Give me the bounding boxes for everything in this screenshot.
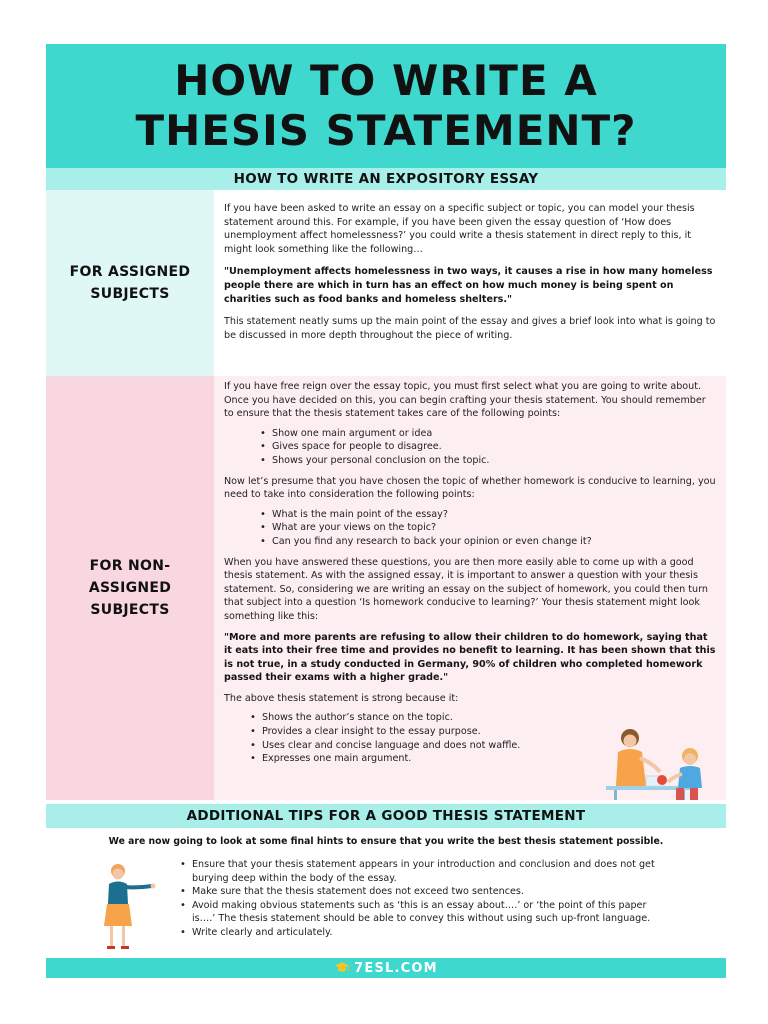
non-assigned-subjects-section	[46, 376, 726, 800]
infographic-poster	[46, 44, 726, 978]
assigned-intro: If you have been asked to write an essay on a specific subject or topic, you can model your thesis statement around this. For example, if you have been given the essay question of ‘How does unemployment affect homelessness?’ you could write a thesis statement in direct reply to this, it might look something like the following…	[224, 203, 695, 255]
non-assigned-intro: If you have free reign over the essay topic, you must first select what you are going to write about. Once you have decided on this, you can begin crafting your thesis statement. You should remember to ensure that the thesis statement takes care of the following points:	[224, 381, 706, 420]
teacher-head	[113, 869, 124, 880]
graduation-cap-icon	[334, 961, 350, 975]
tips-banner	[46, 804, 726, 828]
footer-banner	[46, 958, 726, 978]
points-list-1	[260, 427, 716, 468]
teacher-top	[108, 882, 128, 905]
non-assigned-label-column	[46, 376, 214, 800]
child-head	[684, 753, 696, 765]
list-item: • Shows your personal conclusion on the topic.	[260, 454, 716, 468]
child-body	[678, 766, 702, 788]
list-item: • What are your views on the topic?	[260, 521, 716, 535]
list-item: • What is the main point of the essay?	[260, 508, 716, 522]
mother-head	[624, 735, 637, 748]
tips-list	[180, 858, 660, 940]
list-item: • Shows the author’s stance on the topic.	[250, 711, 570, 725]
subtitle-banner	[46, 168, 726, 190]
brand-logo	[334, 961, 438, 976]
assigned-quote: "Unemployment affects homelessness in two ways, it causes a rise in how many homeless people there are which in turn has an effect on how much money is being spent on charities such as food banks and homeless shelters."	[224, 266, 713, 305]
tips-heading: ADDITIONAL TIPS FOR A GOOD THESIS STATEMENT	[186, 808, 586, 824]
list-item: • Show one main argument or idea	[260, 427, 716, 441]
non-assigned-label: FOR NON- ASSIGNED SUBJECTS	[88, 558, 172, 618]
list-item: • Make sure that the thesis statement does not exceed two sentences.	[180, 885, 660, 899]
teacher-skirt	[104, 904, 132, 926]
non-assigned-quote: "More and more parents are refusing to allow their children to do homework, saying that it eats into their free time and provides no benefit to learning. It has been shown that this is not true, in a study conducted in Germany, 90% of children who completed homework passed their exams with a higher grade."	[224, 631, 716, 684]
tips-intro: We are now going to look at some final hints to ensure that you write the best thesis statement possible.	[108, 836, 664, 847]
list-item: • Provides a clear insight to the essay purpose.	[250, 725, 570, 739]
subtitle: HOW TO WRITE AN EXPOSITORY ESSAY	[233, 171, 539, 187]
page-title-line-2: THESIS STATEMENT?	[135, 106, 637, 155]
assigned-subjects-section	[46, 190, 726, 376]
assigned-label: FOR ASSIGNED SUBJECTS	[69, 264, 191, 302]
list-item: • Can you find any research to back your opinion or even change it?	[260, 535, 716, 549]
presume-paragraph: Now let’s presume that you have chosen the topic of whether homework is conducive to learning, you need to take into consideration the following points:	[224, 475, 716, 501]
logo-text: 7ESL.COM	[354, 960, 438, 976]
page-title-line-1: HOW TO WRITE A	[174, 56, 598, 105]
list-item: • Uses clear and concise language and does not waffle.	[250, 739, 570, 753]
assigned-label-column	[46, 190, 214, 376]
assigned-content	[224, 202, 716, 342]
list-item: • Write clearly and articulately.	[180, 926, 660, 940]
mother-body	[616, 749, 646, 786]
strong-paragraph: The above thesis statement is strong because it:	[224, 692, 459, 704]
list-item: • Expresses one main argument.	[250, 752, 570, 766]
title-banner	[46, 44, 726, 168]
apple	[657, 775, 667, 785]
non-assigned-content	[224, 380, 716, 766]
list-item: • Gives space for people to disagree.	[260, 440, 716, 454]
list-item: • Avoid making obvious statements such as ‘this is an essay about….’ or ‘the point of this paper is….’ The thesis statement should be able to convey this without using such up-front language.	[180, 899, 660, 926]
assigned-summary: This statement neatly sums up the main point of the essay and gives a brief look into what is going to be discussed in more depth throughout the piece of writing.	[224, 316, 716, 341]
list-item: • Ensure that your thesis statement appears in your introduction and conclusion and does not get burying deep within the body of the essay.	[180, 858, 660, 885]
answered-paragraph: When you have answered these questions, you are then more easily able to come up with a good thesis statement. As with the assigned essay, it is important to answer a question with your thesis statement. So, considering we are writing an essay on the subject of homework, you could then turn that subject into a question ‘Is homework conducive to learning?’ Your thesis statement might look something like this:	[224, 556, 708, 622]
points-list-3	[250, 711, 570, 765]
mother-child-illustration	[602, 728, 718, 800]
points-list-2	[260, 508, 716, 549]
teacher-illustration	[96, 862, 158, 952]
